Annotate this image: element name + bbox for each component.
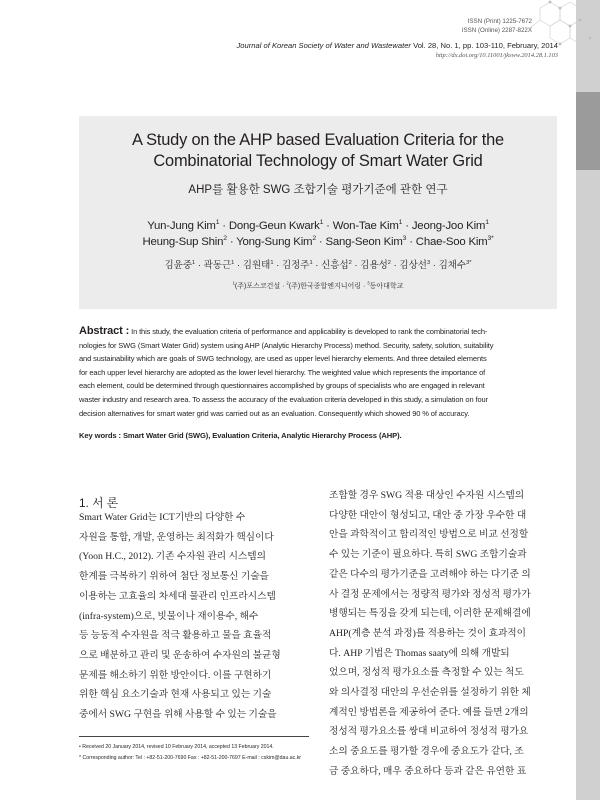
- issn-print: ISSN (Print) 1225-7672: [467, 18, 532, 25]
- author-separator: ·: [351, 260, 361, 271]
- section-heading: 1. 서 론: [79, 496, 119, 510]
- author-affiliation-marker: 2: [348, 259, 352, 266]
- paper-title-line-2: Combinatorial Technology of Smart Water Grid: [153, 152, 483, 170]
- body-text-line: 자원을 통합, 개발, 운영하는 최적화가 핵심이다: [79, 531, 274, 543]
- author-name: Yun-Jung Kim: [147, 220, 216, 232]
- author-separator: ·: [195, 260, 204, 271]
- paper-title-line-1: A Study on the AHP based Evaluation Criteria for the: [132, 131, 504, 149]
- author-separator: ·: [402, 220, 412, 232]
- author-name: Yong-Sung Kim: [236, 236, 313, 248]
- body-text-line: 병행되는 특징을 갖게 되는데, 이러한 문제해결에: [329, 608, 531, 620]
- author-separator: ·: [273, 260, 282, 271]
- body-text-line: 와 의사결정 대안의 우선순위를 설정하기 위한 체: [329, 687, 531, 699]
- author-name: 김채수: [438, 260, 467, 271]
- author-separator: ·: [226, 236, 237, 248]
- author-affiliation-marker: 1: [485, 219, 489, 227]
- abstract-line: and sustainability which are goals of SWG technology, are used as upper level hierarchy elements. And three detailed elements: [79, 354, 487, 364]
- body-text-line: 정성적 평가요소를 쌍대 비교하여 정성적 평가요: [329, 726, 529, 738]
- author-affiliation-marker: 1: [270, 259, 274, 266]
- abstract-line: decision alternatives for smart water grid was carried out as an evaluation. Consequently which showed 90 % of accuracy.: [79, 408, 470, 418]
- author-separator: ·: [234, 260, 243, 271]
- author-separator: ·: [406, 236, 416, 248]
- author-affiliation-marker: 1: [319, 219, 324, 227]
- journal-citation: [180, 41, 558, 50]
- journal-name: Journal of Korean Society of Water and Wastewater: [236, 41, 411, 50]
- author-affiliation-marker: 1: [309, 259, 313, 266]
- author-name: Sang-Seon Kim: [325, 236, 403, 248]
- author-name: Chae-Soo Kim: [415, 236, 488, 248]
- author-name: Won-Tae Kim: [332, 220, 399, 232]
- author-affiliation-marker: 3*: [466, 259, 472, 266]
- affiliation-list: [79, 281, 557, 291]
- body-text-line: 등 능동적 수자원을 적극 활용하고 물을 효율적: [79, 630, 272, 642]
- author-name: Dong-Geun Kwark: [228, 220, 320, 232]
- affiliation-separator: ·: [280, 283, 287, 290]
- affiliation-name: (주)한국종합엔지니어링: [288, 283, 362, 290]
- body-text-line: 한계를 극복하기 위하여 첨단 정보통신 기술을: [79, 571, 269, 583]
- keywords: Key words : Smart Water Grid (SWG), Evaluation Criteria, Analytic Hierarchy Process (AHP).: [79, 431, 402, 440]
- abstract-text: In this study, the evaluation criteria of performance and applicability is developed to rank the combinatorial tech-: [129, 327, 488, 336]
- body-text-line: 사 결정 문제에서는 정량적 평가와 정성적 평가가: [329, 588, 531, 600]
- author-separator: ·: [430, 260, 439, 271]
- affiliation-name: 동아대학교: [369, 283, 404, 290]
- author-affiliation-marker: 1: [215, 219, 220, 227]
- abstract-line: for each upper level hierarchy are adopted as the lower level hierarchy. The weighted value which represents the importance of: [79, 367, 486, 377]
- received-dates-note: • Received 20 January 2014, revised 10 February 2014, accepted 13 February 2014.: [79, 744, 274, 750]
- body-text-line: 계적인 방법론을 제공하여 준다. 예를 들면 2개의: [329, 706, 529, 718]
- author-separator: ·: [219, 220, 229, 232]
- abstract-lines: [79, 339, 557, 421]
- author-list-korean: [79, 257, 557, 271]
- molecule-pattern-decoration: [520, 0, 600, 60]
- body-text-line: 으로 배분하고 관리 및 운송하여 수자원의 불균형: [79, 649, 281, 661]
- author-list-line-1: [79, 220, 557, 232]
- abstract-line: nologies for SWG (Smart Water Grid) system using AHP (Analytic Hierarchy Process) method. Security, safety, solution, suitability: [79, 340, 494, 350]
- author-affiliation-marker: 2: [312, 235, 316, 243]
- body-text-line: 문제를 해소하기 위한 방안이다. 이를 구현하기: [79, 669, 272, 681]
- body-text-left-column: [79, 508, 309, 725]
- body-text-line: 위한 핵심 요소기술과 현재 사용되고 있는 기술: [79, 689, 272, 701]
- author-name: 신흥섭: [321, 260, 349, 271]
- author-list-line-2: [79, 236, 557, 248]
- author-name: 김원태: [242, 260, 271, 271]
- author-affiliation-marker: 1: [231, 259, 235, 266]
- page-side-tab: [576, 92, 600, 170]
- author-affiliation-marker: 1: [192, 259, 196, 266]
- journal-volume-info: Vol. 28, No. 1, pp. 103-110, February, 2014: [410, 41, 558, 50]
- author-separator: ·: [323, 220, 333, 232]
- affiliation-marker: 1: [232, 280, 235, 286]
- body-text-line: 다. AHP 기법은 Thomas saaty에 의해 개발되: [329, 647, 510, 659]
- author-name: Heung-Sup Shin: [142, 236, 224, 248]
- footnotes: [79, 742, 319, 763]
- abstract-label: Abstract :: [79, 325, 130, 337]
- body-text-line: 이용하는 고효율의 차세대 물관리 인프라시스템: [79, 590, 276, 602]
- affiliation-marker: 3: [367, 280, 370, 286]
- footnote-divider: [79, 736, 309, 737]
- body-text-line: (Yoon H.C., 2012). 기존 수자원 관리 시스템의: [79, 551, 266, 563]
- author-affiliation-marker: 3*: [487, 235, 494, 243]
- issn-online: ISSN (Online) 2287-822X: [461, 27, 532, 34]
- body-text-line: (infra-system)으로, 빗물이나 재이용수, 해수: [79, 610, 259, 622]
- affiliation-name: (주)포스코건설: [234, 283, 281, 290]
- author-separator: ·: [390, 260, 400, 271]
- body-text-line: 었으며, 정성적 평가요소를 측정할 수 있는 척도: [329, 667, 524, 679]
- body-text-line: 소의 중요도를 평가할 경우에 중요도가 같다, 조: [329, 746, 524, 758]
- abstract-block: [79, 325, 557, 420]
- affiliation-marker: 2: [286, 280, 289, 286]
- author-separator: ·: [312, 260, 322, 271]
- author-affiliation-marker: 2: [223, 235, 227, 243]
- corresponding-author-note: * Corresponding author: Tel : +82-51-200-7690 Fax : +82-51-200-7697 E-mail : cskim@dau.ac.kr: [79, 754, 302, 761]
- affiliation-separator: ·: [361, 283, 368, 290]
- body-text-line: 안을 과학적이고 합리적인 방법으로 비교 선정할: [329, 529, 529, 541]
- abstract-first-line: [79, 325, 557, 339]
- author-affiliation-marker: 2: [387, 259, 391, 266]
- author-separator: ·: [315, 236, 326, 248]
- body-text-line: AHP(계층 분석 과정)를 적용하는 것이 효과적이: [329, 627, 527, 639]
- doi-link[interactable]: http://dx.doi.org/10.11001/jksww.2014.28.1.103: [435, 52, 558, 59]
- author-name: 김정주: [281, 260, 310, 271]
- body-text-line: 중에서 SWG 구현을 위해 사용할 수 있는 기술을: [79, 709, 277, 721]
- body-text-line: 조합할 경우 SWG 적용 대상인 수자원 시스템의: [329, 490, 525, 501]
- body-text-line: 같은 다수의 평가기준을 고려해야 하는 다기준 의: [329, 568, 531, 580]
- author-name: Jeong-Joo Kim: [411, 220, 486, 232]
- author-name: 김윤중: [164, 260, 193, 271]
- paper-title-korean: AHP를 활용한 SWG 조합기술 평가기준에 관한 연구: [188, 184, 448, 196]
- abstract-line: waster industry and research area. To assess the accuracy of the evaluation criteria developed in this study, a simulation on four: [79, 394, 488, 404]
- author-affiliation-marker: 3: [426, 259, 431, 266]
- body-text-right-column: [329, 486, 561, 782]
- author-affiliation-marker: 1: [398, 219, 403, 227]
- author-name: 곽동근: [203, 260, 232, 271]
- author-name: 김용성: [360, 260, 388, 271]
- body-text-line: 다양한 대안이 형성되고, 대안 중 가장 우수한 대: [329, 509, 527, 521]
- abstract-line: each element, could be determined through questionnaires accomplished by groups of specialists who are engaged in relevant: [79, 381, 485, 391]
- author-affiliation-marker: 3: [402, 235, 407, 243]
- body-text-line: 수 있는 기준이 필요하다. 특히 SWG 조합기술과: [329, 549, 527, 561]
- body-text-line: Smart Water Grid는 ICT기반의 다양한 수: [79, 512, 246, 523]
- author-name: 김상선: [399, 260, 427, 271]
- body-text-line: 금 중요하다, 매우 중요하다 등과 같은 유연한 표: [329, 765, 527, 777]
